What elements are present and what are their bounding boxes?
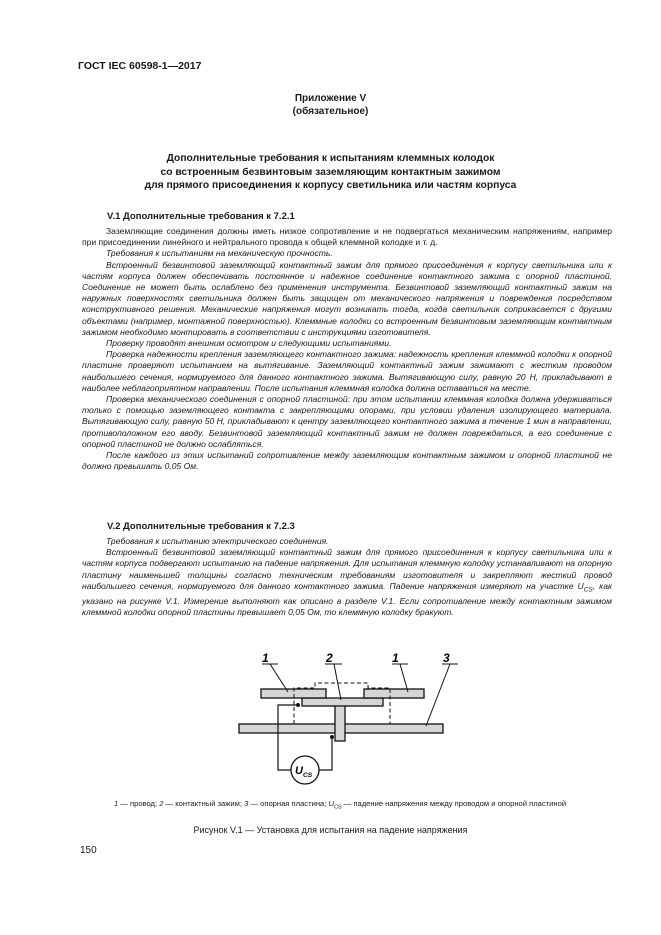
paragraph: Проверка механического соединения с опорной пластиной: при этом испытании клеммная колодка должна удерживаться только с помощью заземляющего контакта с закрепляющими опорами, при условии удаления изолирующего материала. Вытягивающую силу, равную 50 Н, прикладывают к центру заземляющего контактного зажима в течение 1 мин в направлении, противоположном его вводу. Безвинтовой заземляющий контактный зажим не должен повреждаться, а его соединение с опорной пластиной не должно ослабляться. [82, 394, 612, 449]
legend-number: 1 [113, 799, 119, 808]
measure-wire-right [319, 737, 332, 770]
leader-line [426, 664, 450, 726]
legend-subscript: CS [333, 804, 342, 811]
paragraph: Проверка надежности крепления заземляющего контактного зажима: надежность крепления клеммной колодки к опорной пластине проверяют испытанием на вытягивание. Заземляющий контактный зажим зажимают с жестким проводом наибольшего сечения, нормируемого для данного контактного зажима. Вытягивающую силу, равную 20 Н, прикладывают в наиболее неблагоприятном направлении. После испытания клеммная колодка должна оставаться на месте. [82, 349, 612, 393]
paragraph: Требования к испытанию электрического соединения. [106, 536, 329, 546]
figure-legend [60, 799, 620, 811]
legend-text: — падение напряжения между проводом и опорной пластиной [341, 799, 567, 808]
probe-point [296, 703, 300, 707]
label-3: 3 [443, 651, 450, 665]
section-v2-heading: V.2 Дополнительные требования к 7.2.3 [107, 521, 295, 532]
legend-text: — провод; [118, 799, 160, 808]
label-2: 2 [326, 651, 333, 665]
page-number: 150 [80, 845, 97, 856]
probe-point [330, 735, 334, 739]
leader-line [400, 664, 408, 692]
clamp-stem [335, 703, 345, 741]
paragraph: Встроенный безвинтовой заземляющий контактный зажим для прямого присоединения к корпусу светильника или к частям корпуса должен обеспечивать постоянное и надежное соединение контактного зажима с опорной пластиной. Соединение не может быть ослаблено без применения инструмента. Безвинтовой заземляющий контактный зажим на наружных поверхностях светильника должен быть защищен от механического напряжения и повреждения посредством конструктивного решения. Механические напряжения могут возникать тогда, когда светильник соприкасается с другими объектами (например, монтажной поверхностью). Клеммные колодки со встроенным безвинтовым заземляющим контактным зажимом необходимо монтировать в соответствии с инструкциями изготовителя. [82, 259, 612, 337]
leader-line [270, 664, 288, 692]
figure-caption: Рисунок V.1 — Установка для испытания на падение напряжения [193, 825, 468, 835]
leader-line [334, 664, 341, 700]
wire-right [364, 689, 424, 698]
paragraph: Проверку проводят внешним осмотром и следующими испытаниями. [106, 338, 392, 349]
paragraph-text: , как указано на рисунке V.1. Измерение выполняют как описано в разделе V.1. Если сопротивление между контактным зажимом клеммной колодки опорной пластины превышает 0,05 Ом, то клеммную колодку бракуют. [82, 580, 612, 617]
voltmeter-symbol: U [295, 765, 303, 777]
annex-status: (обязательное) [292, 106, 369, 117]
paragraph: Заземляющие соединения должны иметь низкое сопротивление и не подвергаться механическим напряжениям, например при присоединении линейного и нейтрального провода к общей клеммной колодке и т. д. [82, 226, 612, 248]
paragraph: Требования к испытаниям на механическую прочность. [106, 248, 333, 259]
label-1-right: 1 [392, 651, 399, 665]
title-line-2: со встроенным безвинтовым заземляющим контактным зажимом [160, 166, 501, 178]
title-line-1: Дополнительные требования к испытаниям клеммных колодок [166, 153, 495, 164]
legend-symbol: U [328, 799, 334, 808]
standard-header: ГОСТ IEC 60598-1—2017 [78, 60, 202, 72]
title-line-3: для прямого присоединения к корпусу светильника или частям корпуса [144, 180, 517, 191]
legend-text: — опорная пластина; [248, 799, 329, 808]
legend-number: 2 [159, 799, 164, 808]
label-1-left: 1 [262, 651, 269, 665]
section-v1-heading: V.1 Дополнительные требования к 7.2.1 [107, 211, 295, 222]
voltmeter-subscript: CS [303, 772, 313, 779]
paragraph-text: Встроенный безвинтовой заземляющий контактный зажим для прямого присоединения к корпусу светильника или к частям корпуса подвергают испытанию на падение напряжения. Для испытания клеммную колодку устанавливают на опорную пластину наименьшей толщины согласно техническим требованиям изготовителя и закрепляют жесткий провод наибольшего сечения, нормируемого для данного контактного зажима. Падение напряжения измеряют на участке U [82, 547, 612, 591]
subscript: CS [583, 586, 593, 594]
annex-title: Приложение V [294, 93, 367, 104]
contact-clamp [302, 698, 383, 706]
legend-text: — контактный зажим; [163, 799, 245, 808]
legend-number: 3 [244, 799, 249, 808]
paragraph: После каждого из этих испытаний сопротивление между заземляющим контактным зажимом и опорной пластиной не должно превышать 0,05 Ом. [82, 450, 612, 472]
